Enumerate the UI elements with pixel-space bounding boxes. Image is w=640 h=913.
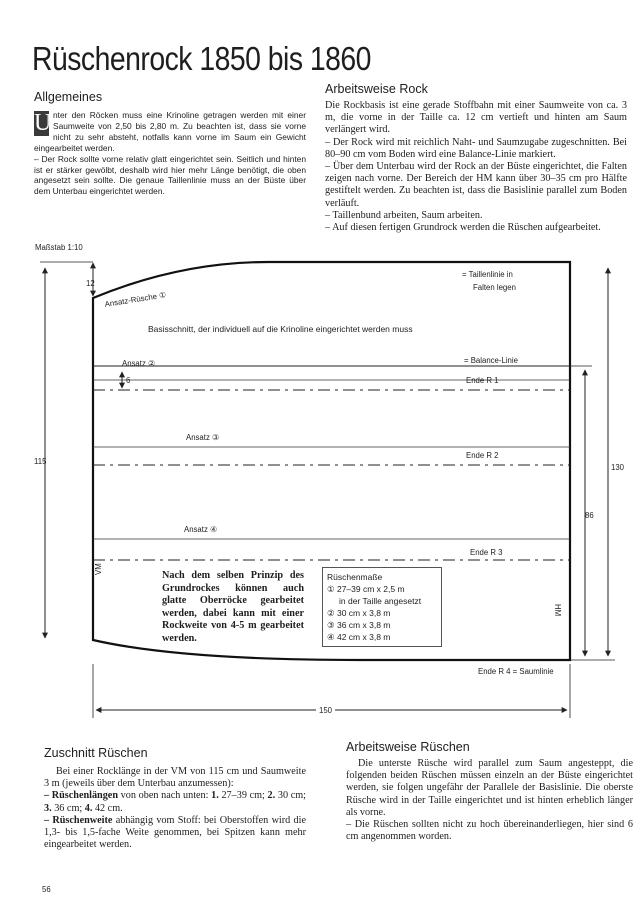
- ansatz-2-label: Ansatz ②: [122, 359, 155, 368]
- dim-12-label: 12: [86, 279, 95, 288]
- vm-label: VM: [94, 563, 103, 575]
- dim-86-label: 86: [585, 511, 594, 520]
- laenge-1-num: 1.: [211, 790, 219, 802]
- ende-r1-label: Ende R 1: [466, 376, 499, 385]
- ende-r2-label: Ende R 2: [466, 451, 499, 460]
- ruesche-2-mass: ② 30 cm x 3,8 m: [327, 608, 391, 618]
- page-number: 56: [42, 885, 51, 894]
- rock-para-1: Die Rockbasis ist eine gerade Stoffbahn mit einer Saumweite von ca. 3 m, die vorne in der Taille ca. 12 cm vertieft und hinten am Saum verlängert wird.: [325, 100, 627, 136]
- dim-130-label: 130: [611, 463, 625, 472]
- page-title: Rüschenrock 1850 bis 1860: [32, 40, 371, 77]
- rock-para-5: – Auf diesen fertigen Grundrock werden die Rüschen aufgearbeitet.: [325, 222, 601, 234]
- zuschnitt-intro: Bei einer Rocklänge in der VM von 115 cm und Saumweite 3 m (jeweils über dem Unterbau anzumessen):: [44, 766, 306, 790]
- ruesche-1-note: in der Taille angesetzt: [339, 596, 422, 606]
- rueschen-para-1: Die unterste Rüsche wird parallel zum Saum angesteppt, die folgenden beiden Rüschen müssen einzeln an der Büste eingerichtet werden, sie folgen ungefähr der Parallele der Basislinie. Die oberste Rüsche wird in der Taille eingerichtet und ist hinten erheblich länger als vorne.: [346, 758, 633, 818]
- hm-label: HM: [553, 604, 562, 617]
- taillenlinie-label-2: Falten legen: [473, 283, 516, 292]
- dim-150-label: 150: [316, 706, 335, 715]
- laengen-label: – Rüschenlängen: [44, 790, 118, 802]
- allgemeines-para-2: – Der Rock sollte vorne relativ glatt eingerichtet sein. Seitlich und hinten ist er stärker gewölbt, deshalb wird hier mehr Länge benötigt, die oben angesetzt sein sollte. Die genaue Taillenlinie muss an der Büste über dem Unterbau eingerichtet werden.: [34, 153, 306, 197]
- laenge-4-num: 4.: [84, 802, 93, 814]
- zuschnitt-text: [44, 766, 306, 851]
- laenge-3-val: 36 cm;: [51, 802, 85, 814]
- laenge-3-num: 3.: [44, 802, 52, 814]
- arbeitsweise-rock-heading: Arbeitsweise Rock: [325, 82, 428, 96]
- drop-cap: U: [34, 110, 52, 136]
- laenge-4-val: 42 cm.: [92, 802, 123, 814]
- taillenlinie-label-1: = Taillenlinie in: [462, 270, 513, 279]
- dim-6-label: 6: [126, 376, 131, 385]
- ruesche-1-mass: ① 27–39 cm x 2,5 m: [327, 584, 405, 594]
- allgemeines-para-1: nter den Röcken muss eine Krinoline getragen werden mit einer Saumweite von 2,50 bis 2,80 m. Zu beachten ist, dass sie vorne nicht zu sehr absteht, notfalls kann vorne im Saum ein Gewicht eingearbeitet werden.: [34, 110, 306, 153]
- basisschnitt-label: Basisschnitt, der individuell auf die Krinoline eingerichtet werden muss: [148, 324, 413, 334]
- laenge-2-val: 30 cm;: [275, 790, 306, 802]
- zuschnitt-laengen: [44, 790, 306, 814]
- scale-label: Maßstab 1:10: [35, 243, 83, 252]
- rock-para-4: – Taillenbund arbeiten, Saum arbeiten.: [325, 209, 483, 221]
- rock-para-3: – Über dem Unterbau wird der Rock an der Büste eingerichtet, die Falten zeigen nach vorne. Der Bereich der HM kann über 30–35 cm pro Hälfte gestiftelt werden. Zu beachten ist, dass die Basislinie parallel zum Boden verläuft.: [325, 161, 627, 209]
- laenge-1-val: 27–39 cm;: [218, 790, 268, 802]
- zuschnitt-weite: [44, 815, 306, 852]
- dim-115-label: 115: [34, 457, 47, 466]
- ende-r3-label: Ende R 3: [470, 548, 503, 557]
- ruesche-4-mass: ④ 42 cm x 3,8 m: [327, 632, 391, 642]
- balance-linie-label: = Balance-Linie: [464, 356, 518, 365]
- ansatz-ruesche-1-label: Ansatz-Rüsche ①: [104, 290, 167, 309]
- rock-para-2: – Der Rock wird mit reichlich Naht- und Saumzugabe zugeschnitten. Bei 80–90 cm vom Boden wird eine Balance-Linie markiert.: [325, 136, 627, 160]
- arbeitsweise-rueschen-heading: Arbeitsweise Rüschen: [346, 740, 470, 754]
- allgemeines-heading: Allgemeines: [34, 90, 103, 104]
- ansatz-3-label: Ansatz ③: [186, 433, 219, 442]
- oberrock-note: Nach dem selben Prinzip des Grundrockes können auch glatte Oberröcke gearbeitet werden, dabei kann mit einer Rockweite von 4-5 m gearbeitet werden.: [162, 570, 304, 644]
- arbeitsweise-rueschen-text: [346, 758, 633, 843]
- zuschnitt-heading: Zuschnitt Rüschen: [44, 746, 148, 760]
- rueschenmasse-heading: Rüschenmaße: [327, 572, 383, 582]
- laengen-text: von oben nach unten:: [118, 790, 212, 802]
- rueschen-para-2: – Die Rüschen sollten nicht zu hoch übereinanderliegen, hier sind 6 cm angenommen worden.: [346, 819, 633, 843]
- ende-r4-label: Ende R 4 = Saumlinie: [478, 667, 554, 676]
- laenge-2-num: 2.: [267, 790, 276, 802]
- weite-text: abhängig vom Stoff: bei Oberstoffen wird die 1,3- bis 1,5-fache Weite genommen, bei Spitzen kann mehr eingearbeitet werden.: [44, 814, 306, 851]
- ruesche-3-mass: ③ 36 cm x 3,8 m: [327, 620, 391, 630]
- weite-label: – Rüschenweite: [44, 814, 113, 826]
- ansatz-4-label: Ansatz ④: [184, 525, 217, 534]
- rueschenmasse-box: [322, 567, 442, 647]
